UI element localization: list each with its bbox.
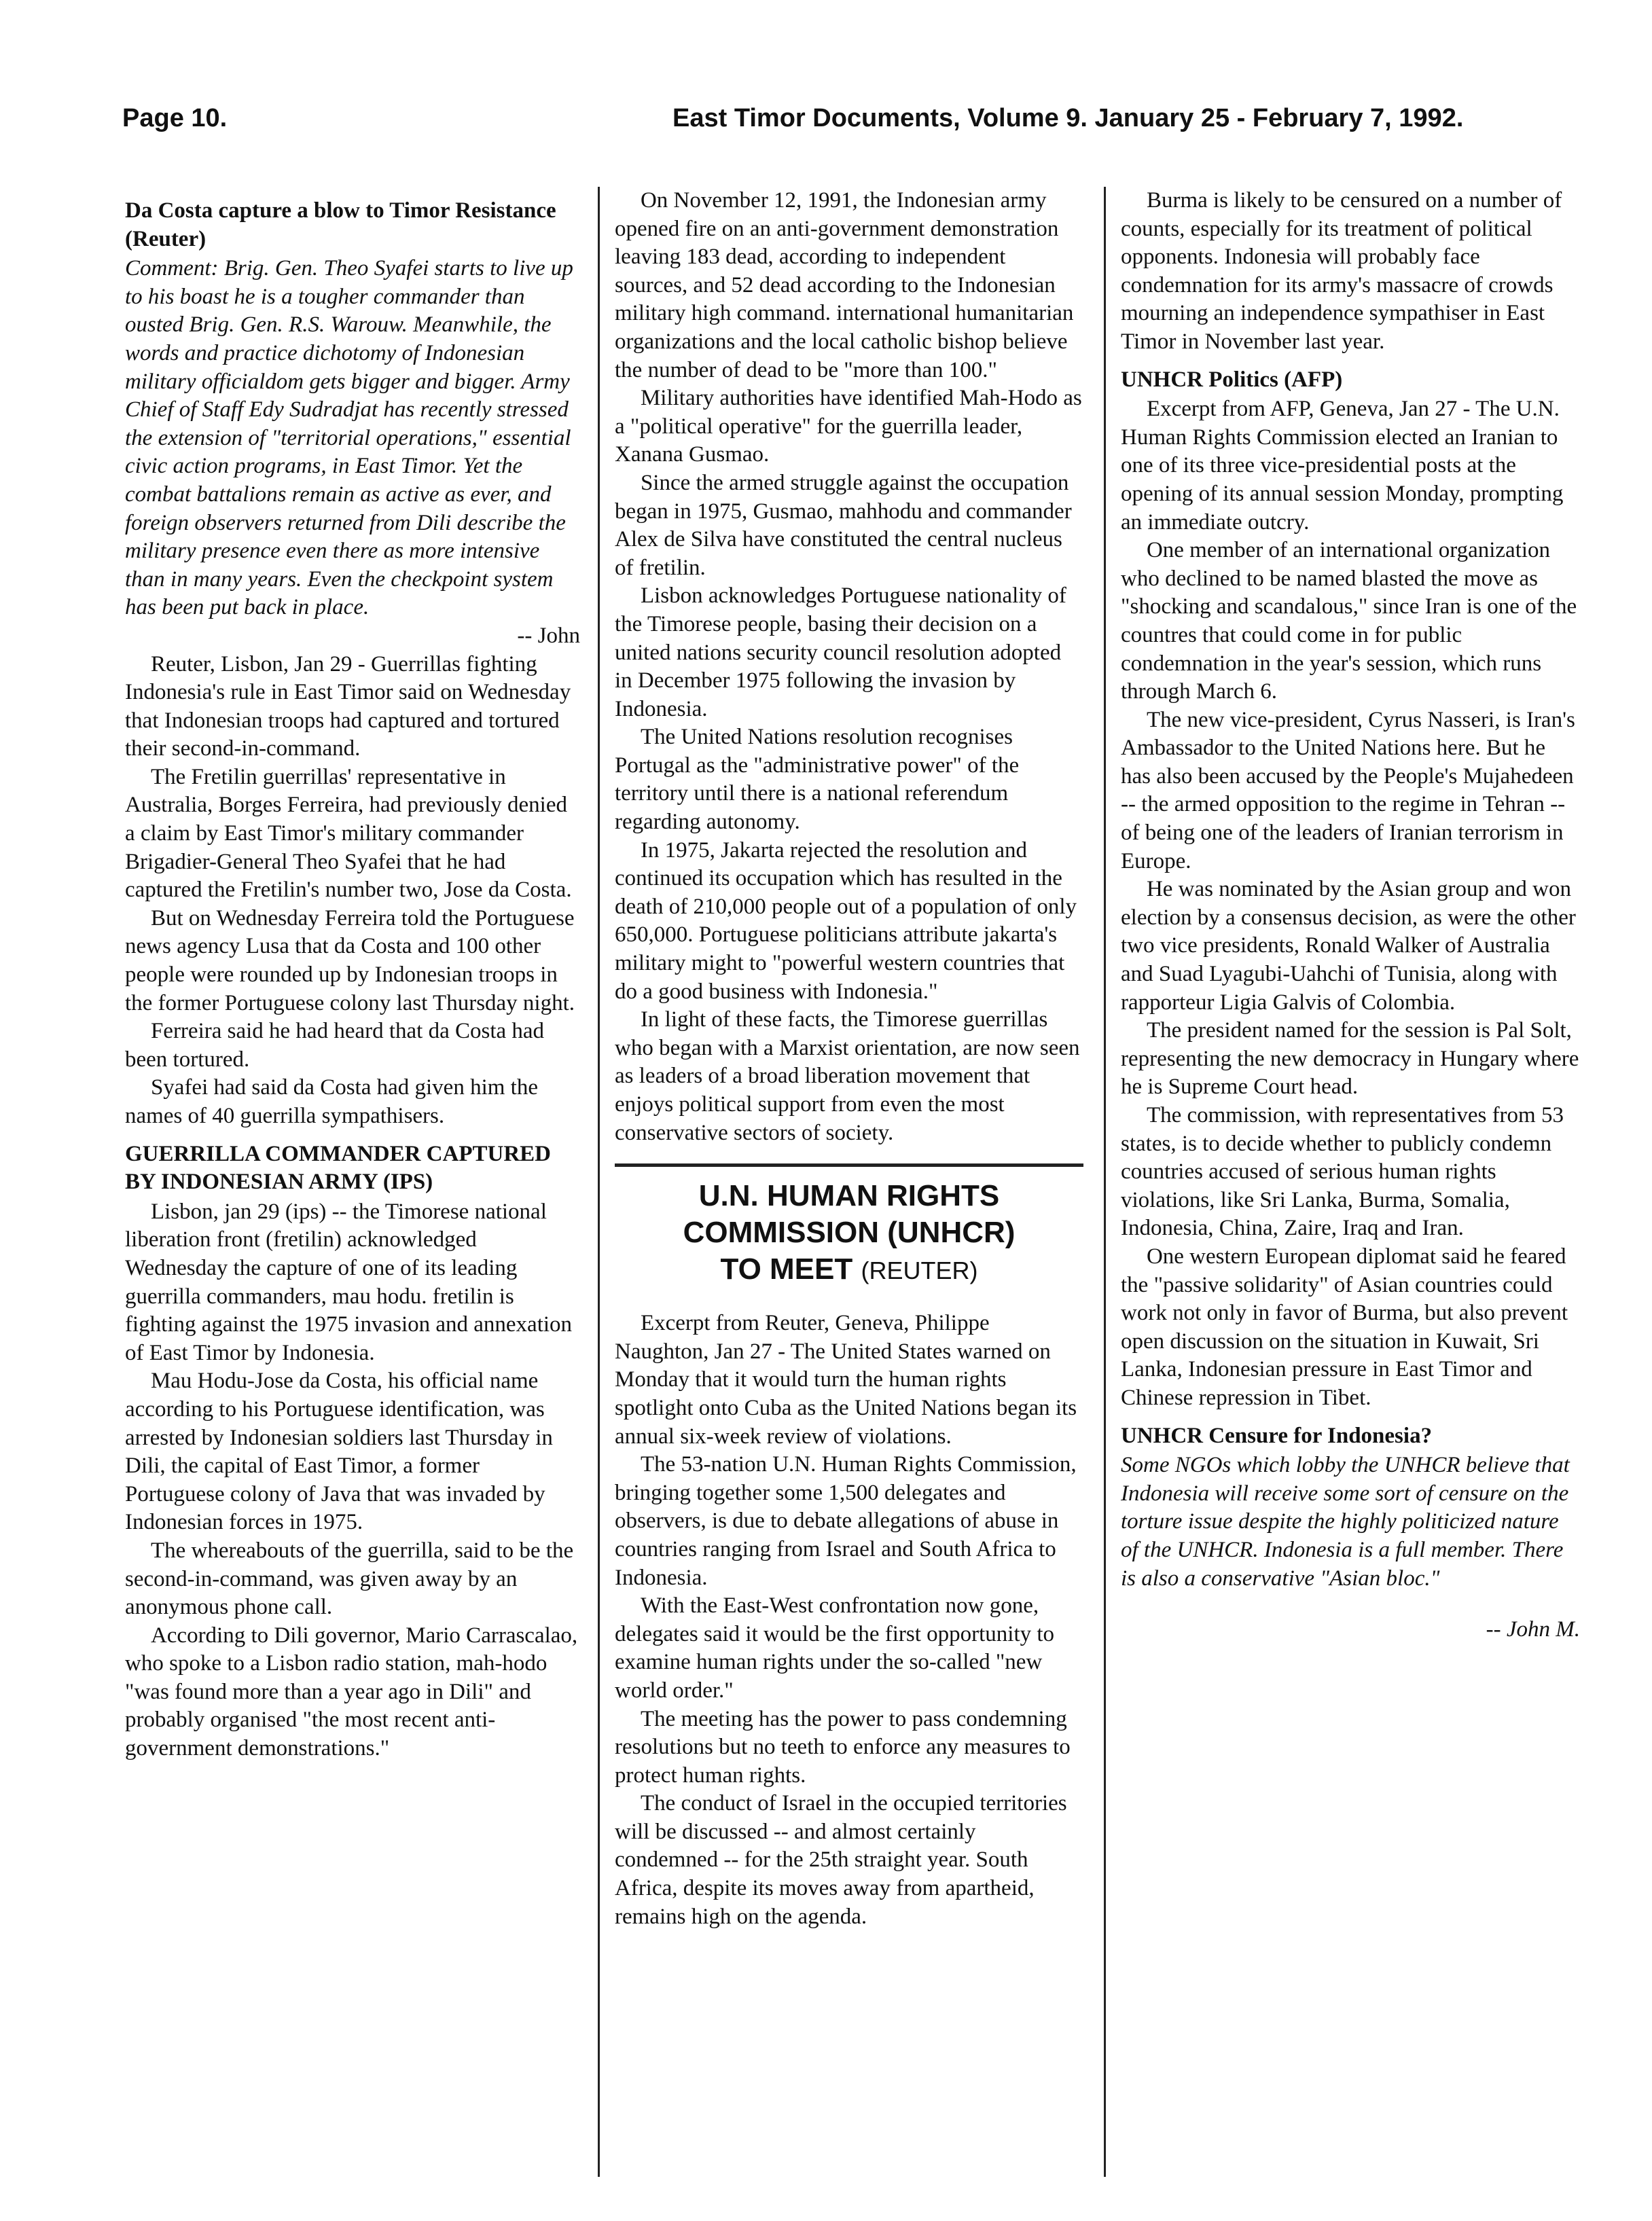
paragraph: In light of these facts, the Timorese guerrillas who began with a Marxist orientation, are now seen as leaders of a broad liberation movement that enjoys political support from even the most conservative sectors of society.: [615, 1007, 1080, 1145]
section-heading: [615, 1163, 1083, 1289]
paragraph: The conduct of Israel in the occupied territories will be discussed -- and almost certainly condemned -- for the 25th straight year. South Africa, despite its moves away from apartheid, remains high on the agenda.: [615, 1791, 1067, 1929]
paragraph: The Fretilin guerrillas' representative in Australia, Borges Ferreira, had previously denied a claim by East Timor's military commander Brigadier-General Theo Syafei that he had captured the Fretilin's number two, Jose da Costa.: [125, 764, 572, 903]
paragraph: Mau Hodu-Jose da Costa, his official name according to his Portuguese identification, was arrested by Indonesian soldiers last Thursday in Dili, the capital of East Timor, a former Portuguese colony of Java that was invaded by Indonesian forces in 1975.: [125, 1369, 553, 1535]
column-1: [125, 197, 580, 1763]
column-divider: [598, 187, 600, 2177]
paragraph: One member of an international organization who declined to be named blasted the move as "shocking and scandalous," since Iran is one of the countres that could come in for public condemnation in the year's session, which runs through March 6.: [1121, 538, 1577, 704]
paragraph: Military authorities have identified Mah-Hodo as a "political operative" for the guerrilla leader, Xanana Gusmao.: [615, 386, 1082, 467]
publication-header: East Timor Documents, Volume 9. January 25 - February 7, 1992.: [672, 104, 1464, 132]
paragraph: The commission, with representatives from 53 states, is to decide whether to publicly condemn countries accused of serious human rights violations, like Sri Lanka, Burma, Somalia, Indonesia, China, Zaire, Iraq and Iran.: [1121, 1103, 1564, 1241]
section-heading-main: U.N. HUMAN RIGHTS COMMISSION (UNHCR): [683, 1179, 1016, 1250]
paragraph: On November 12, 1991, the Indonesian army opened fire on an anti-government demonstration leaving 183 dead, according to independent sources, and 52 dead according to the Indonesian military high command. international humanitarian organizations and the local catholic bishop believe the number of dead to be "more than 100.": [615, 188, 1074, 382]
article-title: UNHCR Censure for Indonesia?: [1121, 1423, 1433, 1448]
paragraph: He was nominated by the Asian group and won election by a consensus decision, as were the other two vice presidents, Ronald Walker of Australia and Suad Lyagubi-Uahchi of Tunisia, along with rapporteur Ligia Galvis of Colombia.: [1121, 877, 1576, 1015]
paragraph: Excerpt from AFP, Geneva, Jan 27 - The U.N. Human Rights Commission elected an Iranian to one of its three vice-presidential posts at the opening of its annual session Monday, prompting an immediate outcry.: [1121, 397, 1564, 535]
section-heading-line: [615, 1251, 1083, 1289]
paragraph: Since the armed struggle against the occupation began in 1975, Gusmao, mahhodu and commander Alex de Silva have constituted the central nucleus of fretilin.: [615, 470, 1072, 580]
signature: -- John: [517, 623, 580, 648]
paragraph: The United Nations resolution recognises Portugal as the "administrative power" of the territory until there is a national referendum regarding autonomy.: [615, 725, 1020, 835]
paragraph: The meeting has the power to pass condemning resolutions but no teeth to enforce any measures to protect human rights.: [615, 1706, 1071, 1788]
signature: -- John M.: [1486, 1617, 1580, 1642]
page-number: Page 10.: [122, 104, 228, 132]
paragraph: Excerpt from Reuter, Geneva, Philippe Naughton, Jan 27 - The United States warned on Monday that it would turn the human rights spotlight onto Cuba as the United Nations began its annual six-week review of violations.: [615, 1311, 1077, 1449]
paragraph: The 53-nation U.N. Human Rights Commission, bringing together some 1,500 delegates and observers, is due to debate allegations of abuse in countries ranging from Israel and South Africa to Indonesia.: [615, 1452, 1077, 1590]
paragraph: Burma is likely to be censured on a number of counts, especially for its treatment of political opponents. Indonesia will probably face condemnation for its army's massacre of crowds mourning an independence sympathiser in East Timor in November last year.: [1121, 188, 1562, 354]
editor-comment: Some NGOs which lobby the UNHCR believe that Indonesia will receive some sort of censure on the torture issue despite the highly politicized nature of the UNHCR. Indonesia is a full member. There is also a conservative "Asian bloc.": [1121, 1453, 1570, 1591]
section-heading-last: TO MEET: [720, 1252, 853, 1286]
article-title: GUERRILLA COMMANDER CAPTURED BY INDONESIAN ARMY (IPS): [125, 1141, 552, 1195]
article-title: UNHCR Politics (AFP): [1121, 367, 1343, 392]
editor-comment: Comment: Brig. Gen. Theo Syafei starts to live up to his boast he is a tougher commander than ousted Brig. Gen. R.S. Warouw. Meanwhile, the words and practice dichotomy of Indonesian military officialdom gets bigger and bigger. Army Chief of Staff Edy Sudradjat has recently stressed the extension of "territorial operations," essential civic action programs, in East Timor. Yet the combat battalions remain as active as ever, and foreign observers returned from Dili describe the military presence even there as more intensive than in many years. Even the checkpoint system has been put back in place.: [125, 256, 573, 620]
article-title: Da Costa capture a blow to Timor Resistance (Reuter): [125, 198, 556, 251]
paragraph: Reuter, Lisbon, Jan 29 - Guerrillas fighting Indonesia's rule in East Timor said on Wednesday that Indonesian troops had captured and tortured their second-in-command.: [125, 651, 571, 761]
paragraph: Syafei had said da Costa had given him the names of 40 guerrilla sympathisers.: [125, 1075, 538, 1128]
paragraph: The new vice-president, Cyrus Nasseri, is Iran's Ambassador to the United Nations here. But he has also been accused by the People's Mujahedeen -- the armed opposition to the regime in Tehran -- of being one of the leaders of Iranian terrorism in Europe.: [1121, 707, 1575, 873]
column-divider: [1104, 187, 1106, 2177]
paragraph: But on Wednesday Ferreira told the Portuguese news agency Lusa that da Costa and 100 other people were rounded up by Indonesian troops in the former Portuguese colony last Thursday night.: [125, 905, 575, 1015]
paragraph: Ferreira said he had heard that da Costa had been tortured.: [125, 1019, 545, 1072]
paragraph: The whereabouts of the guerrilla, said to be the second-in-command, was given away by an anonymous phone call.: [125, 1538, 574, 1620]
paragraph: Lisbon, jan 29 (ips) -- the Timorese national liberation front (fretilin) acknowledged Wednesday the capture of one of its leading guerrilla commanders, mau hodu. fretilin is fighting against the 1975 invasion and annexation of East Timor by Indonesia.: [125, 1199, 573, 1365]
paragraph: One western European diplomat said he feared the "passive solidarity" of Asian countries could work not only in favor of Burma, but also prevent open discussion on the situation in Kuwait, Sri Lanka, Indonesian pressure in East Timor and Chinese repression in Tibet.: [1121, 1244, 1568, 1410]
paragraph: Lisbon acknowledges Portuguese nationality of the Timorese people, basing their decision on a united nations security council resolution adopted in December 1975 following the invasion by Indonesia.: [615, 583, 1066, 721]
column-2: [615, 187, 1083, 1931]
column-3: [1121, 187, 1580, 1644]
paragraph: With the East-West confrontation now gone, delegates said it would be the first opportunity to examine human rights under the so-called "new world order.": [615, 1593, 1055, 1703]
paragraph: According to Dili governor, Mario Carrascalao, who spoke to a Lisbon radio station, mah-hodo "was found more than a year ago in Dili" and probably organised "the most recent anti-government demonstrations.": [125, 1623, 578, 1761]
section-heading-source: (REUTER): [861, 1257, 978, 1285]
paragraph: In 1975, Jakarta rejected the resolution and continued its occupation which has resulted in the death of 210,000 people out of a population of only 650,000. Portuguese politicians attribute jakarta's military might to "powerful western countries that do a good business with Indonesia.": [615, 837, 1077, 1004]
paragraph: The president named for the session is Pal Solt, representing the new democracy in Hungary where he is Supreme Court head.: [1121, 1018, 1579, 1100]
